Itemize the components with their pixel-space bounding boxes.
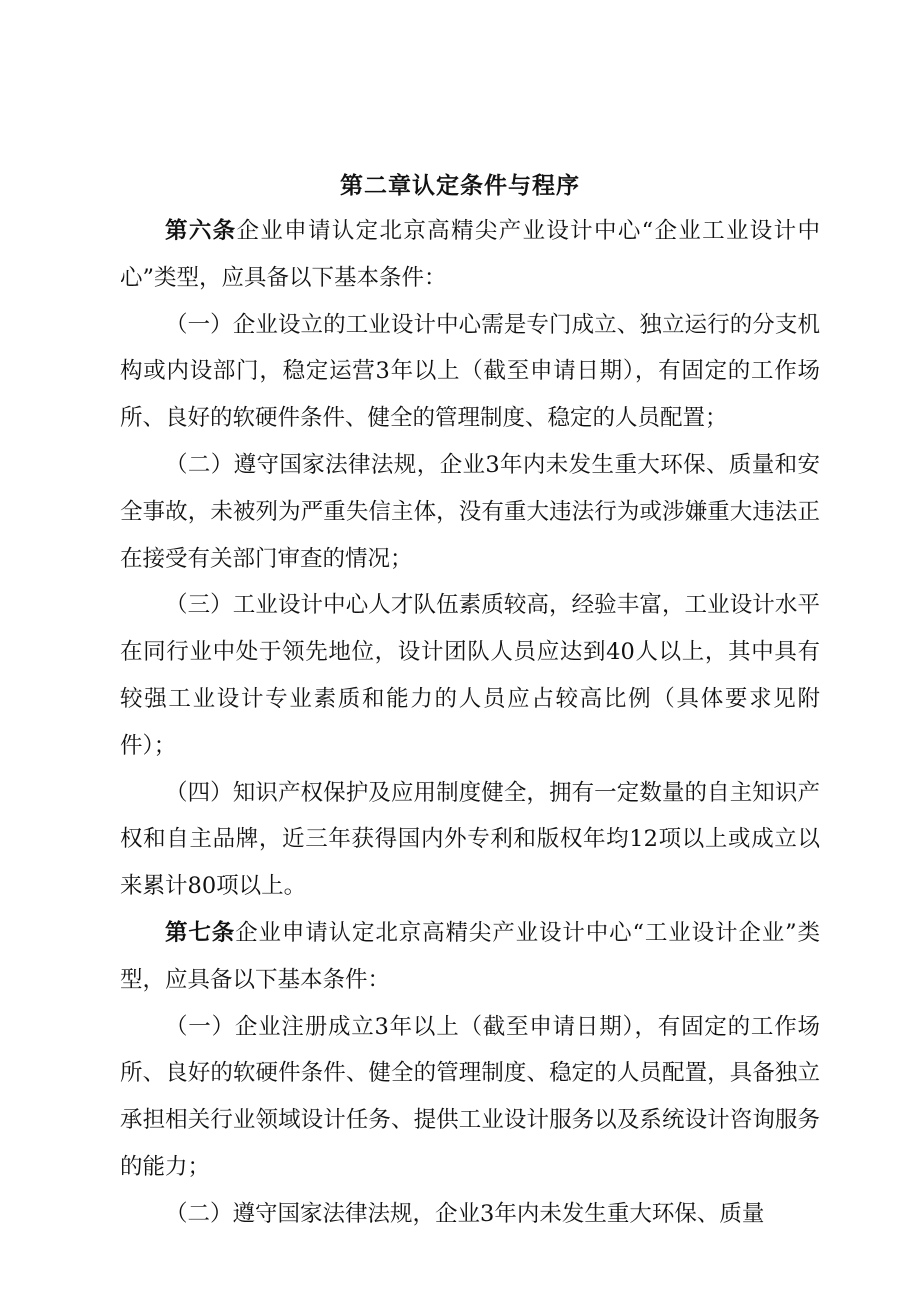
article-6-paragraph	[120, 208, 820, 302]
article-6-item-1: （一）企业设立的工业设计中心需是专门成立、独立运行的分支机构或内设部门，稳定运营3年以上（截至申请日期），有固定的工作场所、良好的软硬件条件、健全的管理制度、稳定的人员配置；	[120, 311, 820, 432]
article-6-item-2: （二）遵守国家法律法规，企业3年内未发生重大环保、质量和安全事故，未被列为严重失信主体，没有重大违法行为或涉嫌重大违法正在接受有关部门审查的情况；	[120, 451, 820, 572]
article-7-text: 企业申请认定北京高精尖产业设计中心“工业设计企业”类型，应具备以下基本条件：	[120, 919, 820, 993]
chapter-title: 第二章认定条件与程序	[340, 172, 580, 199]
article-6-item-3: （三）工业设计中心人才队伍素质较高，经验丰富，工业设计水平在同行业中处于领先地位，设计团队人员应达到40人以上，其中具有较强工业设计专业素质和能力的人员应占较高比例（具体要求见附件）；	[120, 592, 820, 759]
article-6-label: 第六条	[165, 218, 237, 244]
article-7-item-1: （一）企业注册成立3年以上（截至申请日期），有固定的工作场所、良好的软硬件条件、健全的管理制度、稳定的人员配置，具备独立承担相关行业领域设计任务、提供工业设计服务以及系统设计咨询服务的能力；	[120, 1013, 820, 1180]
article-6-item-4: （四）知识产权保护及应用制度健全，拥有一定数量的自主知识产权和自主品牌，近三年获得国内外专利和版权年均12项以上或成立以来累计80项以上。	[120, 779, 820, 900]
article-6-text: 企业申请认定北京高精尖产业设计中心“企业工业设计中心”类型，应具备以下基本条件：	[120, 218, 820, 291]
article-7-item-2: （二）遵守国家法律法规，企业3年内未发生重大环保、质量	[165, 1200, 765, 1227]
article-7-label: 第七条	[165, 919, 236, 946]
article-7-paragraph	[120, 910, 820, 1004]
document-body	[120, 208, 820, 1238]
